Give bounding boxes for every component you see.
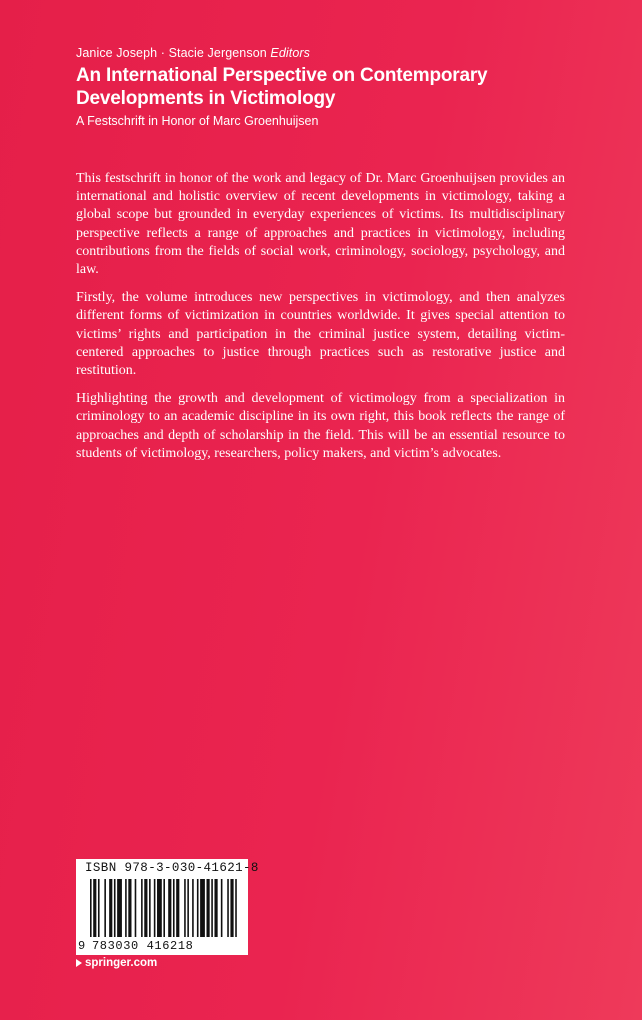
barcode-bar [135,879,137,937]
barcode-bar [176,879,179,937]
barcode-bar [187,879,189,937]
blurb-paragraph: Firstly, the volume introduces new perspectives in victimology, and then analyzes different forms of victimization in countries worldwide. It gives special attention to victims’ rights and participation in the criminal justice system, detailing victim-centered approaches to justice through practices such as restorative justice and restitution. [76,290,565,379]
barcode-bar [117,879,122,937]
isbn-barcode [76,859,259,955]
barcode-bar [200,879,205,937]
blurb-paragraph: This festschrift in honor of the work and legacy of Dr. Marc Groenhuijsen provides an international and holistic overview of recent developments in victimology, taking a global scope but grounded in everyday experiences of victims. Its multidisciplinary perspective reflects a range of approaches and practices in victimology, including contributions from the fields of social work, criminology, sociology, psychology, and law. [76,171,565,278]
barcode-bar [235,879,237,937]
barcode-bar [230,879,233,937]
description-blurb [76,170,565,473]
barcode-bar [227,879,229,937]
barcode-bar [168,879,171,937]
barcode-bar [93,879,96,937]
barcode-bar [211,879,213,937]
barcode-bar [163,879,165,937]
book-title: An International Perspective on Contemporary Developments in Victimology [76,65,488,109]
barcode-bar [109,879,112,937]
barcode-number: 783030 416218 [92,939,194,953]
barcode-bar [157,879,162,937]
editors-names: Janice Joseph · Stacie Jergenson [76,46,267,60]
book-subtitle: A Festschrift in Honor of Marc Groenhuijsen [76,114,319,128]
barcode-bar [221,879,223,937]
barcode-bar [104,879,106,937]
barcode-bar [149,879,151,937]
barcode-bars [90,879,240,937]
blurb-paragraph: Highlighting the growth and development of victimology from a specialization in criminology to an academic discipline in its own right, this book reflects the range of approaches and depth of scholarship in the field. This will be an essential resource to students of victimology, researchers, policy makers, and victim’s advocates. [76,391,565,461]
barcode-bar [141,879,143,937]
barcode-bar [144,879,147,937]
editors-role: Editors [270,46,310,60]
barcode-bar [90,879,92,937]
publisher-link[interactable] [76,957,157,969]
barcode-bar [128,879,131,937]
barcode-bar [184,879,186,937]
barcode-bar [114,879,116,937]
barcode-bar [154,879,156,937]
publisher-url: springer.com [85,957,158,969]
cover-header [76,44,606,130]
barcode-bar [98,879,100,937]
barcode-bar [214,879,217,937]
isbn-label: ISBN 978-3-030-41621-8 [85,861,259,875]
editors-line [76,44,606,62]
barcode-first-digit: 9 [78,939,86,953]
barcode-bar [173,879,175,937]
barcode-bar [197,879,199,937]
barcode-bar [125,879,127,937]
arrow-right-icon [76,959,82,967]
barcode-bar [192,879,194,937]
barcode-bar [206,879,209,937]
